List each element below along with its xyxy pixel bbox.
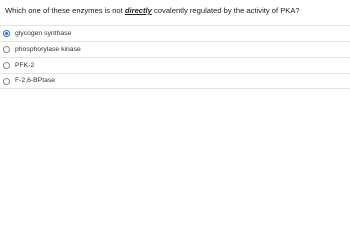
answer-option-pfk-2[interactable] bbox=[0, 57, 350, 73]
radio-button[interactable] bbox=[3, 62, 10, 69]
answer-label: F-2,6-BPtase bbox=[15, 77, 56, 84]
radio-button[interactable] bbox=[3, 46, 10, 53]
answer-options bbox=[0, 25, 350, 89]
answer-option-glycogen-synthase[interactable] bbox=[0, 25, 350, 41]
answer-label: PFK-2 bbox=[15, 61, 35, 69]
question-emphasis: directly bbox=[124, 6, 152, 15]
question-prefix: Which one of these enzymes is not bbox=[5, 6, 125, 15]
answer-option-f-2-6-bptase[interactable] bbox=[0, 73, 350, 89]
radio-button-selected[interactable] bbox=[3, 30, 10, 37]
question-text bbox=[5, 6, 300, 16]
radio-button[interactable] bbox=[3, 78, 10, 85]
question-suffix: covalently regulated by the activity of PKA? bbox=[151, 6, 300, 15]
answer-label: phosphorylase kinase bbox=[15, 45, 81, 53]
quiz-page bbox=[0, 0, 350, 99]
answer-label: glycogen synthase bbox=[15, 29, 72, 37]
answer-option-phosphorylase-kinase[interactable] bbox=[0, 41, 350, 57]
